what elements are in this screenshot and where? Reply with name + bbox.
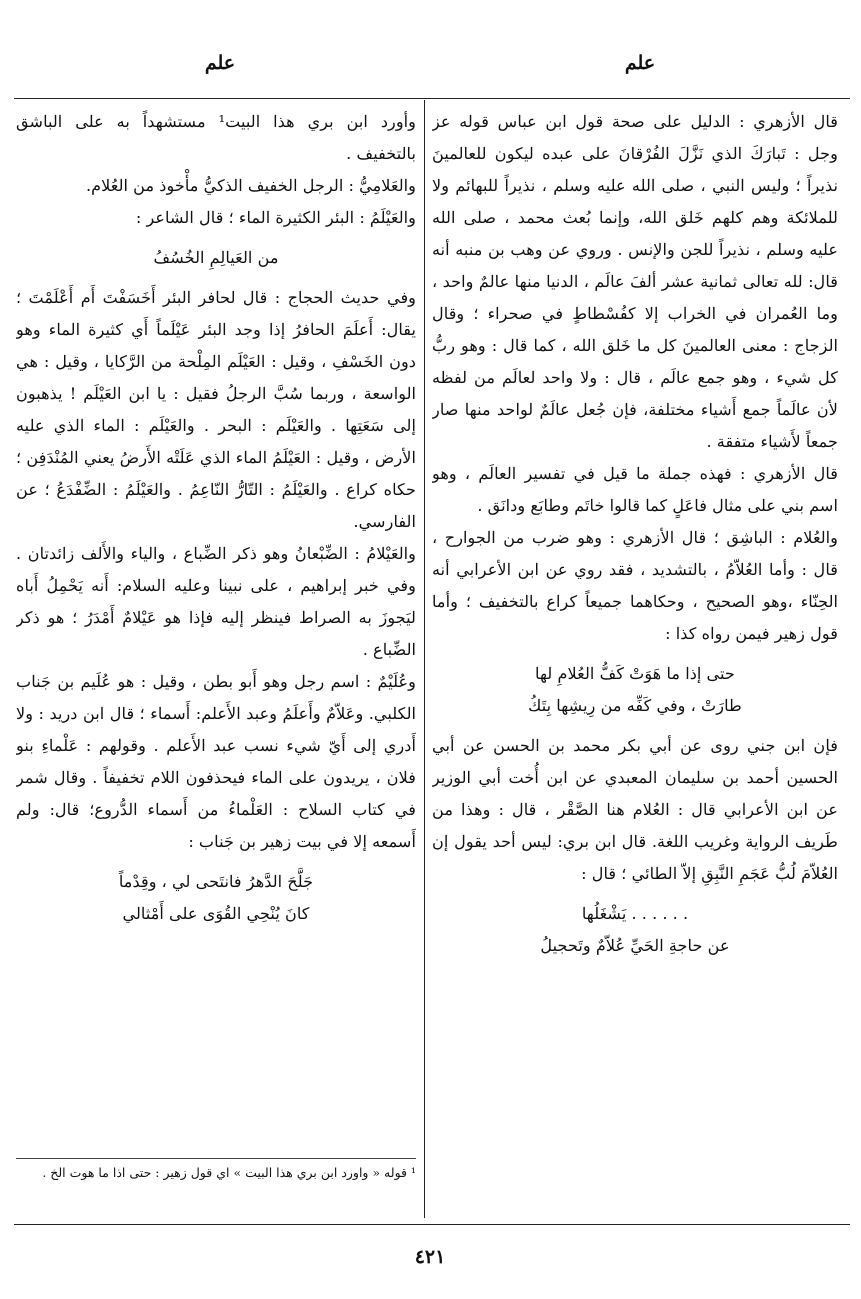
footer-rule <box>14 1224 850 1225</box>
verse-line: . . . . . . يَشْغَلُها <box>581 904 689 923</box>
verse-line: جَلَّحَ الدَّهرُ فانتَحى لي ، وقِدْماً <box>118 872 314 891</box>
paragraph: والعَيْلامُ : الضِّبْعانُ وهو ذكر الضِّباع ، والياء والأَلف زائدتان . وفي خبر إبراهيم ، على نبينا وعليه السلام: أَنه يَحْمِلُ أَباه ليَجوزَ به الصراط فينظر إليه فإذا هو عَيْلامٌ أَمْدَرُ ؛ هو ذكر الضِّباع . <box>16 544 416 659</box>
verse-line: طارَتْ ، وفي كَفِّه من رِيشِها بِتَكُ <box>528 696 742 715</box>
verse-line: من العَيالِمِ الخُسُفُ <box>153 248 279 267</box>
verse-line: حتى إذا ما هَوَتْ كَفُّ العُلامِ لها <box>535 664 735 683</box>
verse <box>432 658 838 722</box>
paragraph: وعُلَيْمٌ : اسم رجل وهو أَبو بطن ، وقيل : هو عُلَيم بن جَناب الكلبي. وعَلاّمٌ وأَعلَمُ وعبد الأَعلم: أَسماء ؛ قال ابن دريد : ولا أَدري إلى أَيّ شيء نسب عبد الأَعلم . وقولهم : عَلْماءِ بنو فلان ، يريدون على الماء فيحذفون اللام تخفيفاً . وقال شمر في كتاب السلاح : العَلْماءُ من أَسماء الدُّروع؛ قال: ولم أَسمعه إلا في بيت زهير بن جَناب : <box>16 672 416 851</box>
running-head-left: علم <box>204 52 236 74</box>
verse <box>16 866 416 930</box>
paragraph: وأورد ابن بري هذا البيت¹ مستشهداً به على الباشق بالتخفيف . <box>16 112 416 163</box>
verse-line: عن حاجةِ الحَيِّ عُلاّمٌ وتَحجيلُ <box>540 936 730 955</box>
right-column <box>432 106 838 1221</box>
paragraph: والعُلام : الباشِق ؛ قال الأزهري : وهو ضرب من الجوارح ، قال : وأما العُلاّمُ ، بالتشديد ، فقد روي عن ابن الأعرابي أنه الحِنّاء ،وهو الصحيح ، وحكاهما جميعاً كراع بالتخفيف ؛ وأما قول زهير فيمن رواه كذا : <box>432 528 838 643</box>
paragraph: وفي حديث الحجاج : قال لحافر البئر أَخَسَفْتَ أَم أَعْلَمْتَ ؛ يقال: أَعلَمَ الحافرُ إذا وجد البئر عَيْلَماً أَي كثيرة الماء وهو دون الخَسْفِ ، وقيل : العَيْلَم المِلْحة من الرَّكايا ، وقيل : هي الواسعة ، وربما سُبَّ الرجلُ فقيل : يا ابن العَيْلَم ! يذهبون إلى سَعَتِها . والعَيْلَم : البحر . والعَيْلَم : الماء الذي عليه الأرض ، وقيل : العَيْلَمُ الماء الذي عَلَتْه الأَرضُ يعني المُنْدَفِن ؛ حكاه كراع . والعَيْلَمُ : التّارُّ النّاعِمُ . والعَيْلَمُ : الضِّفْدَعُ ؛ عن الفارسي. <box>16 288 416 531</box>
header-rule <box>14 98 850 99</box>
paragraph: قال الأزهري : الدليل على صحة قول ابن عباس قوله عز وجل : تَبارَكَ الذي نَزَّلَ الفُرْقانَ على عبده ليكون للعالمينَ نذيراً ؛ وليس النبي ، صلى الله عليه وسلم ، نذيراً للبهائم ولا للملائكة وهم كلهم خَلق الله، وإنما بُعث محمد ، صلى الله عليه وسلم ، نذيراً للجن والإنس . وروي عن وهب بن منبه أنه قال: لله تعالى ثمانية عشر ألفَ عالَم ، الدنيا منها عالمٌ واحد ، وما العُمران في الخراب إلا كفُسْطاطٍ في صحراء ؛ وقال الزجاج : معنى العالمينَ كل ما خَلق الله ، كما قال : وهو ربُّ كل شيء ، وهو جمع عالَم ، قال : ولا واحد لعالَم من لفظه لأن عالَماً جمع أَشياء مختلفة، فإن جُعل عالَمٌ لواحد منها صار جمعاً لأَشياء متفقة . <box>432 112 838 451</box>
left-column <box>16 106 416 1221</box>
column-divider <box>424 100 425 1218</box>
verse-line: كانَ يُنْحِي القُوَى على أَمْثالي <box>122 904 310 923</box>
paragraph: والعَلامِيُّ : الرجل الخفيف الذكيُّ مأْخوذ من العُلام. <box>85 176 416 195</box>
page-number: ٤٢١ <box>414 1246 446 1268</box>
paragraph: قال الأزهري : فهذه جملة ما قيل في تفسير العالَم ، وهو اسم بني على مثال فاعَلٍ كما قالوا خاتَم وطابَع ودانَق . <box>432 464 838 515</box>
verse <box>16 242 416 274</box>
running-head-right: علم <box>624 52 656 74</box>
paragraph: فإن ابن جني روى عن أبي بكر محمد بن الحسن عن أبي الحسين أحمد بن سليمان المعبدي عن ابن أُخت أبي الوزير عن ابن الأعرابي قال : العُلام هنا الصَّقْر ، قال : وهذا من طَريف الرواية وغريب اللغة. قال ابن بري: ليس أحد يقول إن العُلاّمَ لُبُّ عَجَمِ النَّبِقِ إلاّ الطائي ؛ قال : <box>432 736 838 883</box>
footnote: ¹ قوله « واورد ابن بري هذا البيت » اي قول زهير : حتى اذا ما هوت الخ . <box>16 1158 416 1183</box>
verse <box>432 898 838 962</box>
paragraph: والعَيْلَمُ : البئر الكثيرة الماء ؛ قال الشاعر : <box>135 208 416 227</box>
